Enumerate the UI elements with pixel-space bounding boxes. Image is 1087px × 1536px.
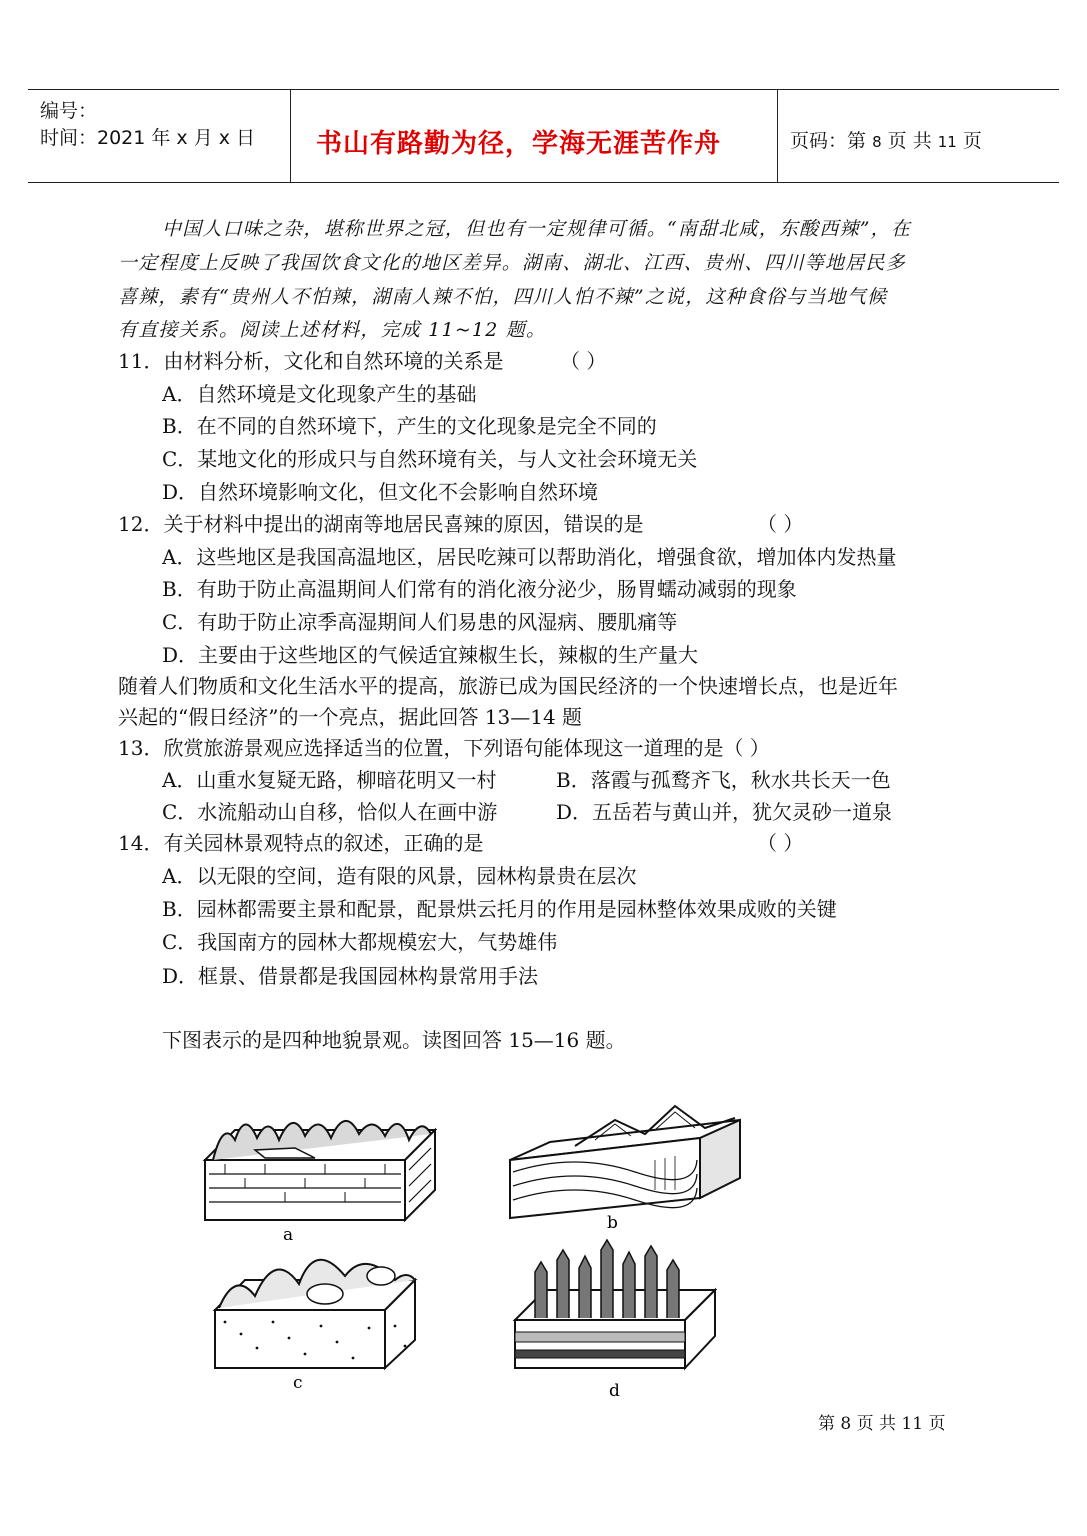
question-12-stem: 12．关于材料中提出的湖南等地居民喜辣的原因，错误的是 xyxy=(118,512,644,536)
q12-option-c: C．有助于防止凉季高湿期间人们易患的风湿病、腰肌痛等 xyxy=(162,610,678,634)
question-11-paren: （ ） xyxy=(560,349,607,373)
motto: 书山有路勤为径，学海无涯苦作舟 xyxy=(316,129,722,159)
landform-label-c: c xyxy=(293,1373,303,1393)
landform-label-b: b xyxy=(607,1213,618,1233)
q11-option-a: A．自然环境是文化现象产生的基础 xyxy=(162,382,477,406)
page-indicator xyxy=(790,126,982,153)
q14-option-a: A．以无限的空间，造有限的风景，园林构景贵在层次 xyxy=(162,864,637,888)
passage2-line: 随着人们物质和文化生活水平的提高，旅游已成为国民经济的一个快速增长点，也是近年 xyxy=(118,674,898,698)
page-number: 8 xyxy=(872,133,882,151)
q13-option-b: B．落霞与孤鹜齐飞，秋水共长天一色 xyxy=(556,768,891,792)
question-13-stem: 13．欣赏旅游景观应选择适当的位置，下列语句能体现这一道理的是（ ） xyxy=(118,736,770,760)
page-header xyxy=(28,89,1059,183)
landform-label-a: a xyxy=(283,1225,294,1245)
landform-a xyxy=(205,1121,435,1220)
passage1-line: 有直接关系。阅读上述材料，完成 11~12 题。 xyxy=(118,319,547,341)
header-info-cell xyxy=(28,90,291,182)
passage1-line: 中国人口味之杂，堪称世界之冠，但也有一定规律可循。“南甜北咸，东酸西辣”，在 xyxy=(162,218,912,240)
q12-option-a: A．这些地区是我国高温地区，居民吃辣可以帮助消化，增强食欲，增加体内发热量 xyxy=(162,545,897,569)
question-14-stem: 14．有关园林景观特点的叙述，正确的是 xyxy=(118,831,484,855)
header-page-cell xyxy=(778,90,1059,182)
q11-option-b: B．在不同的自然环境下，产生的文化现象是完全不同的 xyxy=(162,414,657,438)
header-motto-cell xyxy=(291,90,778,182)
q11-option-d: D．自然环境影响文化，但文化不会影响自然环境 xyxy=(162,480,599,504)
number-label: 编号： xyxy=(40,100,98,122)
page-footer: 第 8 页 共 11 页 xyxy=(818,1414,946,1434)
passage1-line: 喜辣，素有“贵州人不怕辣，湖南人辣不怕，四川人怕不辣”之说，这种食俗与当地气候 xyxy=(118,286,888,308)
question-11-stem: 11．由材料分析，文化和自然环境的关系是 xyxy=(118,349,504,373)
page-mid: 页 共 xyxy=(887,130,932,152)
landform-b xyxy=(510,1106,740,1218)
passage2-line: 兴起的“假日经济”的一个亮点，据此回答 13—14 题 xyxy=(118,705,583,729)
landform-d xyxy=(515,1240,715,1368)
question-12-paren: （ ） xyxy=(757,512,804,536)
time-label: 时间：2021 年 x 月 x 日 xyxy=(40,127,256,149)
q14-option-b: B．园林都需要主景和配景，配景烘云托月的作用是园林整体效果成败的关键 xyxy=(162,897,837,921)
page-prefix: 页码：第 xyxy=(790,130,867,152)
q13-option-a: A．山重水复疑无路，柳暗花明又一村 xyxy=(162,768,497,792)
q12-option-b: B．有助于防止高温期间人们常有的消化液分泌少，肠胃蠕动减弱的现象 xyxy=(162,577,797,601)
page-total: 11 xyxy=(937,133,957,151)
q12-option-d: D．主要由于这些地区的气候适宜辣椒生长，辣椒的生产量大 xyxy=(162,643,699,667)
page-suffix: 页 xyxy=(962,130,982,152)
q11-option-c: C．某地文化的形成只与自然环境有关，与人文社会环境无关 xyxy=(162,447,698,471)
landform-figure xyxy=(195,1100,755,1400)
q13-option-c: C．水流船动山自移，恰似人在画中游 xyxy=(162,800,498,824)
q13-option-d: D．五岳若与黄山并，犹欠灵砂一道泉 xyxy=(556,800,893,824)
landform-c xyxy=(215,1260,415,1368)
landform-label-d: d xyxy=(609,1381,620,1400)
q14-option-d: D．框景、借景都是我国园林构景常用手法 xyxy=(162,964,539,988)
q14-option-c: C．我国南方的园林大都规模宏大，气势雄伟 xyxy=(162,930,558,954)
question-14-paren: （ ） xyxy=(757,831,804,855)
passage1-line: 一定程度上反映了我国饮食文化的地区差异。湖南、湖北、江西、贵州、四川等地居民多 xyxy=(118,252,906,274)
question-15-16-intro: 下图表示的是四种地貌景观。读图回答 15—16 题。 xyxy=(162,1028,626,1052)
